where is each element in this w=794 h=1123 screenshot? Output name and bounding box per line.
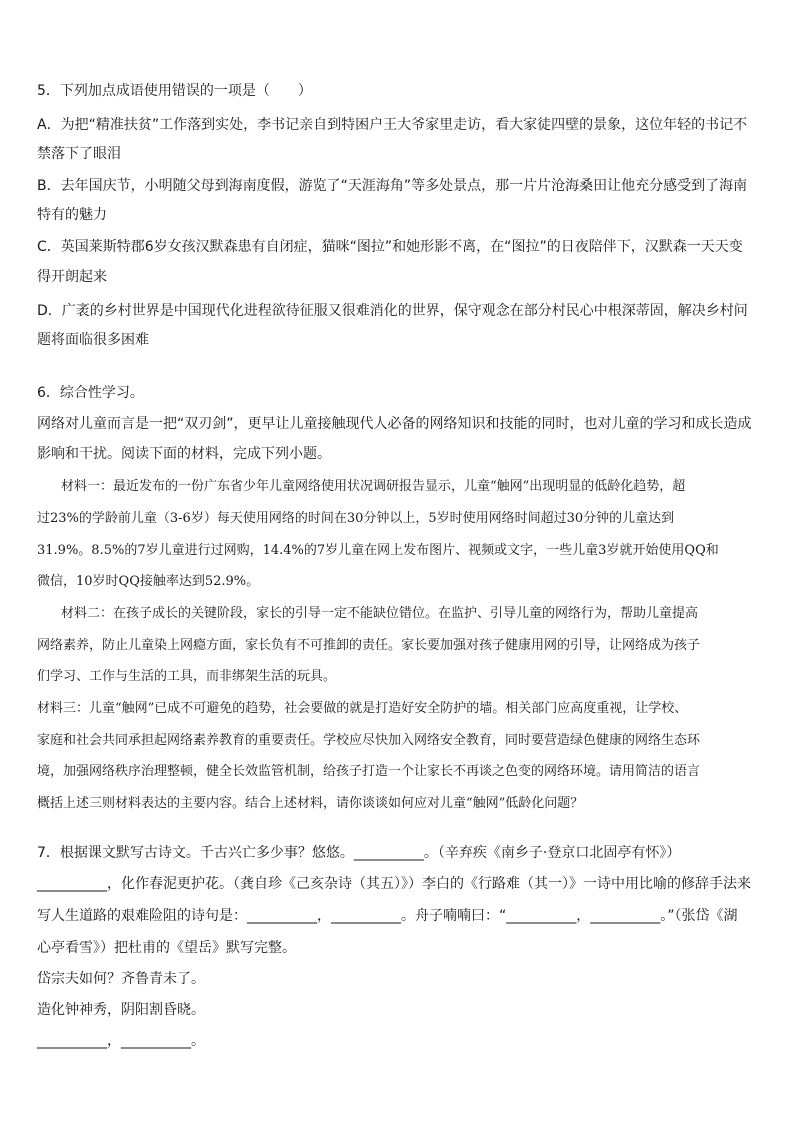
material-3-line-4: 概括上述三则材料表达的主要内容。结合上述材料，请你谈谈如何应对儿童“触网”低龄化问题？	[37, 796, 584, 811]
question-7-line-4: 心亭看雪》）把杜甫的《望岳》默写完整。	[37, 940, 296, 956]
option-a-line-1: A．为把“精准扶贫”工作落到实处，李书记亲自到特困户王大爷家里走访，看大家徒四壁的景象，这位年轻的书记不	[37, 117, 748, 133]
question-6-intro-line-2: 影响和干扰。阅读下面的材料，完成下列小题。	[37, 446, 331, 462]
material-1-line-3: 31.9%。8.5%的7岁儿童进行过网购，14.4%的7岁儿童在网上发布图片、视频或文字，一些儿童3岁就开始使用QQ和	[37, 543, 719, 558]
question-7-line-1: 7．根据课文默写古诗文。千古兴亡多少事？悠悠。__________。（辛弃疾《南乡子·登京口北固亭有怀》）	[37, 845, 681, 861]
option-d-line-2: 题将面临很多困难	[37, 332, 149, 348]
question-7-line-2: __________，化作春泥更护花。（龚自珍《己亥杂诗（其五）》）李白的《行路难（其一）》一诗中用比喻的修辞手法来	[37, 876, 751, 892]
question-7-line-3: 写人生道路的艰难险阻的诗句是：__________，__________。舟子喃喃曰：“__________，__________。”（张岱《湖	[37, 908, 738, 924]
material-1-line-1: 材料一：最近发布的一份广东省少年儿童网络使用状况调研报告显示，儿童“触网”出现明显的低龄化趋势，超	[61, 479, 686, 494]
option-d-line-1: D．广袤的乡村世界是中国现代化进程欲待征服又很难消化的世界，保守观念在部分村民心中根深蒂固，解决乡村问	[37, 303, 748, 319]
material-2-line-1: 材料二：在孩子成长的关键阶段，家长的引导一定不能缺位错位。在监护、引导儿童的网络行为，帮助儿童提高	[61, 606, 699, 621]
material-1-line-2: 过23%的学龄前儿童（3-6岁）每天使用网络的时间在30分钟以上，5岁时使用网络时间超过30分钟的儿童达到	[37, 511, 675, 526]
question-6-stem: 6．综合性学习。	[37, 385, 144, 401]
material-3-line-1: 材料三：儿童“触网”已成不可避免的趋势，社会要做的就是打造好安全防护的墙。相关部门应高度重视，让学校、	[37, 701, 688, 716]
material-2-line-3: 们学习、工作与生活的工具，而非绑架生活的玩具。	[37, 669, 337, 684]
material-3-line-2: 家庭和社会共同承担起网络素养教育的重要责任。学校应尽快加入网络安全教育，同时要营造绿色健康的网络生态环	[37, 733, 701, 748]
option-a-line-2: 禁落下了眼泪	[37, 146, 121, 162]
question-7-line-5: 岱宗夫如何？齐鲁青未了。	[37, 971, 205, 987]
option-b-line-2: 特有的魅力	[37, 207, 107, 223]
question-6-intro-line-1: 网络对儿童而言是一把“双刃剑”，更早让儿童接触现代人必备的网络知识和技能的同时，也对儿童的学习和成长造成	[37, 416, 752, 432]
option-c-line-1: C．英国莱斯特郡6岁女孩汉默森患有自闭症，猫咪“图拉”和她形影不离，在“图拉”的日夜陪伴下，汉默森一天天变	[37, 239, 743, 255]
option-c-line-2: 得开朗起来	[37, 269, 107, 285]
option-b-line-1: B．去年国庆节，小明随父母到海南度假，游览了“天涯海角”等多处景点，那一片片沧海桑田让他充分感受到了海南	[37, 178, 748, 194]
material-1-line-4: 微信，10岁时QQ接触率达到52.9%。	[37, 574, 260, 589]
material-3-line-3: 境，加强网络秩序治理整顿，健全长效监管机制，给孩子打造一个让家长不再谈之色变的网络环境。请用简洁的语言	[37, 764, 701, 779]
material-2-line-2: 网络素养，防止儿童染上网瘾方面，家长负有不可推卸的责任。家长要加强对孩子健康用网的引导，让网络成为孩子	[37, 638, 701, 653]
question-7-line-6: 造化钟神秀，阴阳割昏晓。	[37, 1002, 205, 1018]
question-5-stem: 5．下列加点成语使用错误的一项是（ ）	[37, 83, 312, 99]
question-7-line-7: __________，__________。	[37, 1033, 205, 1049]
